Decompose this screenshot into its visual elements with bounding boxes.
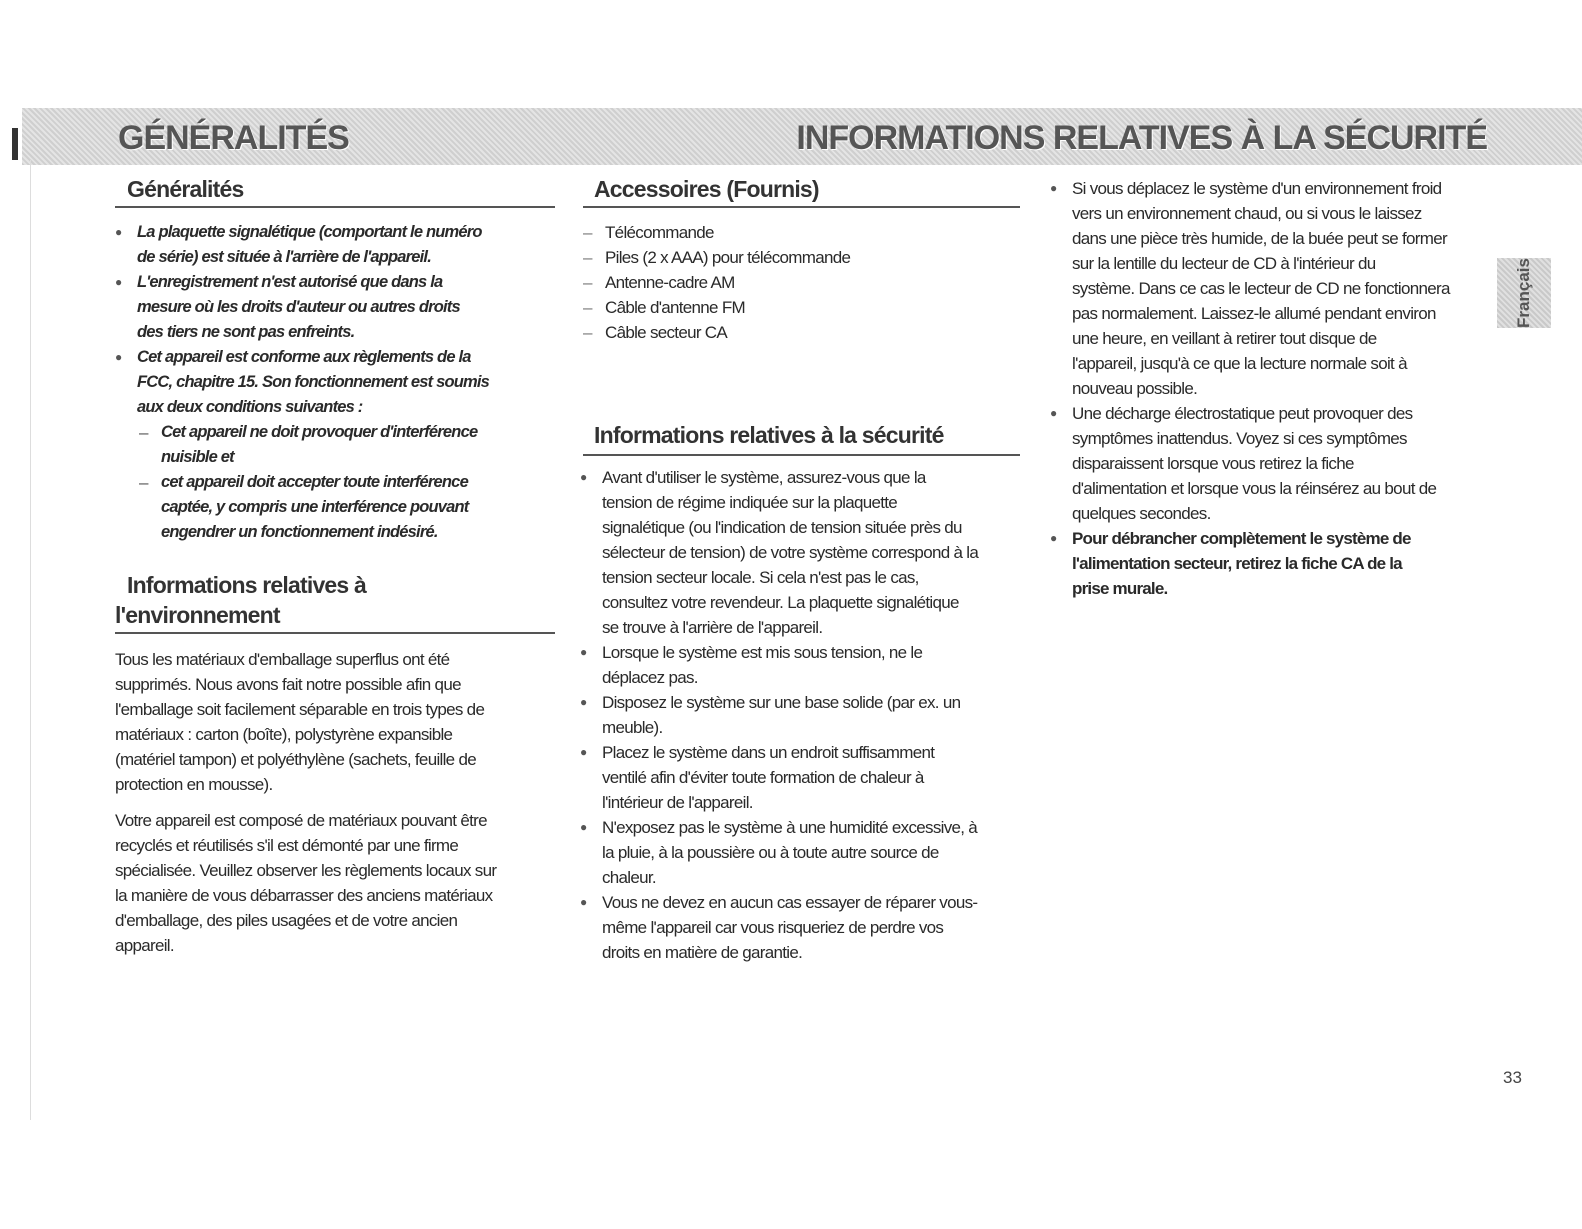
text-line: quelques secondes. xyxy=(1072,504,1211,523)
text-line: déplacez pas. xyxy=(602,668,698,687)
dash-marker: – xyxy=(583,323,593,342)
text-line: l'emballage soit facilement séparable en trois types de xyxy=(115,700,485,719)
text-line: Placez le système dans un endroit suffisamment xyxy=(602,743,935,762)
text-line: FCC, chapitre 15. Son fonctionnement est soumis xyxy=(137,373,490,391)
bullet-icon: ● xyxy=(115,225,123,239)
text-line: la pluie, à la poussière ou à toute autre source de xyxy=(602,843,939,862)
list-item xyxy=(580,640,1020,690)
bullet-icon: ● xyxy=(580,745,588,759)
list-item xyxy=(1050,401,1490,526)
text-line: Avant d'utiliser le système, assurez-vous que la xyxy=(602,468,926,487)
heading-environment-line2: l'environnement xyxy=(115,602,280,628)
text-line: Antenne-cadre AM xyxy=(605,273,735,292)
section-title-left: GÉNÉRALITÉS xyxy=(118,119,349,157)
text-line: spécialisée. Veuillez observer les règlements locaux sur xyxy=(115,861,497,880)
text-line: protection en mousse). xyxy=(115,775,273,794)
text-line: Câble secteur CA xyxy=(605,323,728,342)
text-line: engendrer un fonctionnement indésiré. xyxy=(161,523,438,541)
list-item xyxy=(580,740,1020,815)
list-item xyxy=(583,245,1020,270)
text-line: Télécommande xyxy=(605,223,714,242)
text-line: chaleur. xyxy=(602,868,656,887)
text-line: disparaissent lorsque vous retirez la fiche xyxy=(1072,454,1354,473)
bullet-icon: ● xyxy=(580,645,588,659)
bullet-icon: ● xyxy=(1050,531,1058,545)
text-line: Câble d'antenne FM xyxy=(605,298,745,317)
environment-text xyxy=(115,647,555,969)
text-line: Pour débrancher complètement le système de xyxy=(1072,529,1411,548)
heading-safety: Informations relatives à la sécurité xyxy=(594,422,944,448)
section-title-right: INFORMATIONS RELATIVES À LA SÉCURITÉ xyxy=(796,119,1487,157)
text-line: matériaux : carton (boîte), polystyrène expansible xyxy=(115,725,453,744)
bullet-icon: ● xyxy=(580,820,588,834)
dash-marker: – xyxy=(583,248,593,267)
text-line: Cet appareil ne doit provoquer d'interférence xyxy=(161,423,478,441)
text-line: vers un environnement chaud, ou si vous le laissez xyxy=(1072,204,1422,223)
text-line: tension secteur locale. Si cela n'est pas le cas, xyxy=(602,568,919,587)
text-line: Si vous déplacez le système d'un environnement froid xyxy=(1072,179,1442,198)
list-item xyxy=(583,270,1020,295)
heading-rule xyxy=(583,206,1020,208)
text-line: tension de régime indiquée sur la plaquette xyxy=(602,493,898,512)
text-line: même l'appareil car vous risqueriez de perdre vos xyxy=(602,918,944,937)
heading-accessories: Accessoires (Fournis) xyxy=(594,176,819,202)
text-line: pas normalement. Laissez-le allumé pendant environ xyxy=(1072,304,1436,323)
bullet-icon: ● xyxy=(115,350,123,364)
bullet-icon: ● xyxy=(580,895,588,909)
text-line: se trouve à l'arrière de l'appareil. xyxy=(602,618,823,637)
paragraph xyxy=(115,808,555,958)
dash-marker: – xyxy=(583,223,593,242)
text-line: cet appareil doit accepter toute interférence xyxy=(161,473,468,491)
general-notes-list xyxy=(115,220,555,545)
text-line: dans une pièce très humide, de la buée peut se former xyxy=(1072,229,1447,248)
text-line: Cet appareil est conforme aux règlements de la xyxy=(137,348,471,366)
list-item xyxy=(580,465,1020,640)
header-marker-bar xyxy=(12,128,18,160)
bullet-icon: ● xyxy=(1050,181,1058,195)
list-item xyxy=(115,270,555,345)
text-line: Tous les matériaux d'emballage superflus ont été xyxy=(115,650,450,669)
text-line: La plaquette signalétique (comportant le numéro xyxy=(137,223,482,241)
text-line: d'emballage, des piles usagées et de votre ancien xyxy=(115,911,458,930)
list-item xyxy=(115,470,555,545)
text-line: appareil. xyxy=(115,936,174,955)
text-line: Une décharge électrostatique peut provoquer des xyxy=(1072,404,1413,423)
text-line: l'alimentation secteur, retirez la fiche CA de la xyxy=(1072,554,1402,573)
text-line: l'intérieur de l'appareil. xyxy=(602,793,753,812)
accessories-list xyxy=(583,220,1020,345)
dash-marker: – xyxy=(139,423,149,442)
text-line: Vous ne devez en aucun cas essayer de réparer vous- xyxy=(602,893,978,912)
heading-rule xyxy=(115,632,555,634)
text-line: Piles (2 x AAA) pour télécommande xyxy=(605,248,851,267)
text-line: captée, y compris une interférence pouvant xyxy=(161,498,469,516)
list-item xyxy=(1050,176,1490,401)
text-line: l'appareil, jusqu'à ce que la lecture normale soit à xyxy=(1072,354,1407,373)
text-line: système. Dans ce cas le lecteur de CD ne fonctionnera xyxy=(1072,279,1450,298)
text-line: droits en matière de garantie. xyxy=(602,943,803,962)
paragraph xyxy=(115,647,555,797)
text-line: ventilé afin d'éviter toute formation de chaleur à xyxy=(602,768,924,787)
text-line: consultez votre revendeur. La plaquette signalétique xyxy=(602,593,959,612)
text-line: aux deux conditions suivantes : xyxy=(137,398,363,416)
heading-environment-line1: Informations relatives à xyxy=(127,572,366,598)
safety-list-continued xyxy=(1050,176,1490,601)
text-line: L'enregistrement n'est autorisé que dans la xyxy=(137,273,443,291)
list-item xyxy=(583,320,1020,345)
heading-rule xyxy=(115,206,555,208)
text-line: Lorsque le système est mis sous tension, ne le xyxy=(602,643,923,662)
text-line: d'alimentation et lorsque vous la réinsérez au bout de xyxy=(1072,479,1437,498)
text-line: (matériel tampon) et polyéthylène (sachets, feuille de xyxy=(115,750,476,769)
text-line: la manière de vous débarrasser des anciens matériaux xyxy=(115,886,493,905)
text-line: meuble). xyxy=(602,718,663,737)
list-item xyxy=(115,345,555,420)
list-item xyxy=(1050,526,1490,601)
text-line: sur la lentille du lecteur de CD à l'intérieur du xyxy=(1072,254,1376,273)
bullet-icon: ● xyxy=(580,470,588,484)
list-item xyxy=(580,690,1020,740)
margin-line xyxy=(30,160,31,1120)
text-line: signalétique (ou l'indication de tension située près du xyxy=(602,518,962,537)
safety-list xyxy=(580,465,1020,965)
bullet-icon: ● xyxy=(115,275,123,289)
bullet-icon: ● xyxy=(1050,406,1058,420)
text-line: Disposez le système sur une base solide (par ex. un xyxy=(602,693,961,712)
list-item xyxy=(580,890,1020,965)
text-line: nouveau possible. xyxy=(1072,379,1198,398)
text-line: prise murale. xyxy=(1072,579,1168,598)
text-line: nuisible et xyxy=(161,448,234,466)
text-line: de série) est située à l'arrière de l'appareil. xyxy=(137,248,431,266)
text-line: des tiers ne sont pas enfreints. xyxy=(137,323,355,341)
dash-marker: – xyxy=(583,273,593,292)
text-line: mesure où les droits d'auteur ou autres droits xyxy=(137,298,460,316)
list-item xyxy=(583,295,1020,320)
language-tab-label: Français xyxy=(1514,258,1533,328)
text-line: supprimés. Nous avons fait notre possible afin que xyxy=(115,675,461,694)
dash-marker: – xyxy=(583,298,593,317)
page-number: 33 xyxy=(1503,1068,1522,1087)
text-line: Votre appareil est composé de matériaux pouvant être xyxy=(115,811,487,830)
heading-generalites: Généralités xyxy=(127,176,244,202)
language-tab xyxy=(1497,258,1551,328)
list-item xyxy=(115,220,555,270)
list-item xyxy=(583,220,1020,245)
text-line: sélecteur de tension) de votre système correspond à la xyxy=(602,543,979,562)
dash-marker: – xyxy=(139,473,149,492)
bullet-icon: ● xyxy=(580,695,588,709)
list-item xyxy=(115,420,555,470)
list-item xyxy=(580,815,1020,890)
text-line: une heure, en veillant à retirer tout disque de xyxy=(1072,329,1377,348)
text-line: symptômes inattendus. Voyez si ces symptômes xyxy=(1072,429,1407,448)
text-line: N'exposez pas le système à une humidité excessive, à xyxy=(602,818,978,837)
heading-rule xyxy=(583,454,1020,456)
text-line: recyclés et réutilisés s'il est démonté par une firme xyxy=(115,836,459,855)
